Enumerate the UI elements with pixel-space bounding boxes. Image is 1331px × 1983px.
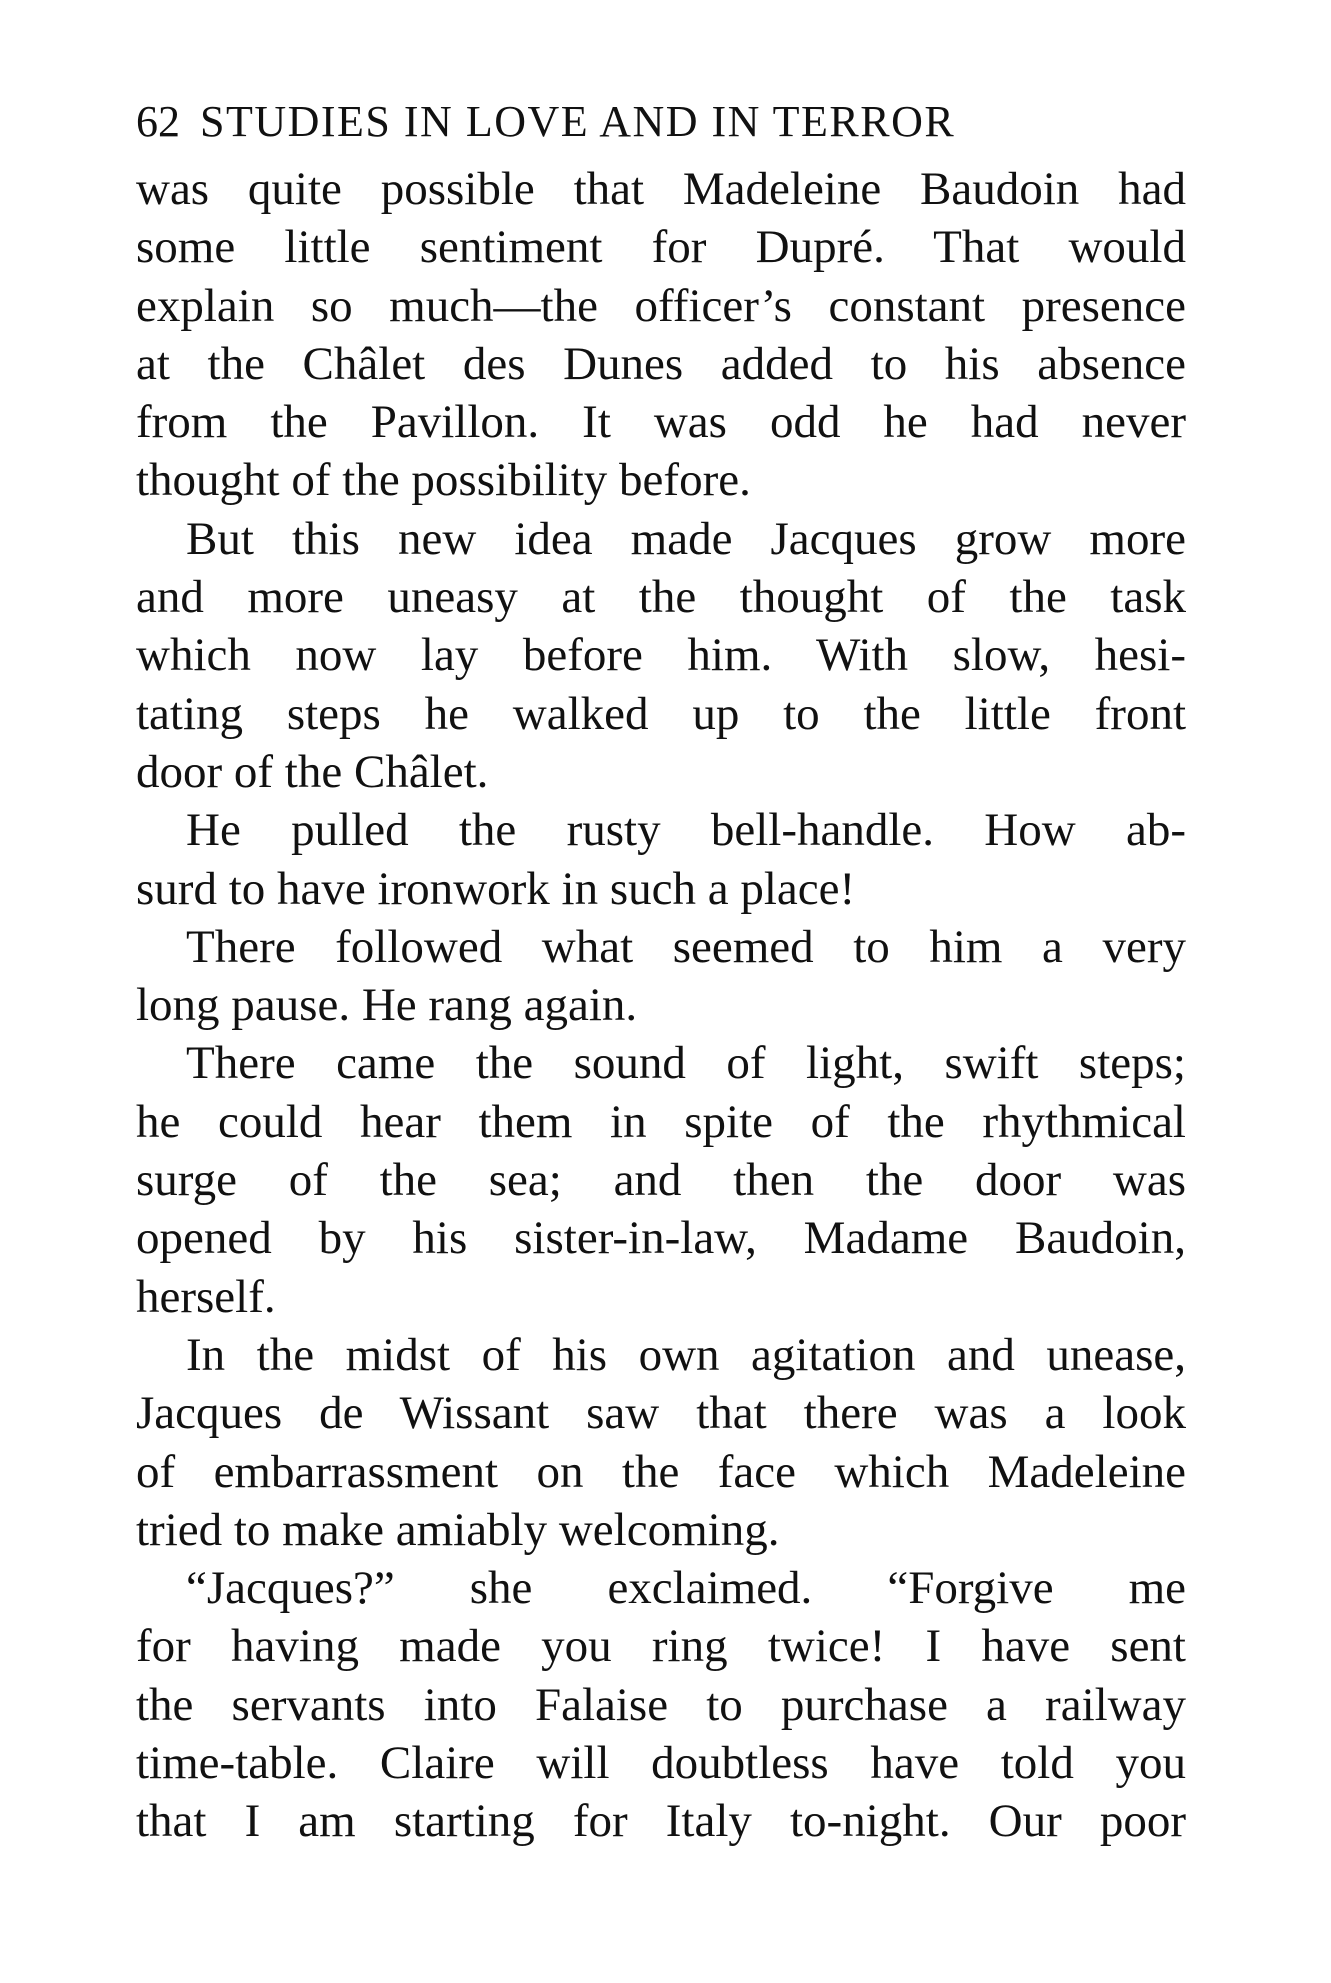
text-line: “Jacques?” she exclaimed. “Forgive me xyxy=(186,1562,1186,1615)
text-line: In the midst of his own agitation and unease, xyxy=(186,1328,1186,1381)
text-line: from the Pavillon. It was odd he had never xyxy=(136,396,1186,449)
text-line: at the Châlet des Dunes added to his absence xyxy=(136,337,1186,390)
text-line: the servants into Falaise to purchase a railway xyxy=(136,1678,1186,1731)
text-line: long pause. He rang again. xyxy=(136,979,638,1032)
text-line: he could hear them in spite of the rhythmical xyxy=(136,1095,1186,1148)
text-line: surd to have ironwork in such a place! xyxy=(136,862,856,915)
running-title: STUDIES IN LOVE AND IN TERROR xyxy=(200,97,956,146)
text-line: herself. xyxy=(136,1270,276,1323)
text-line: There followed what seemed to him a very xyxy=(186,920,1186,973)
text-line: surge of the sea; and then the door was xyxy=(136,1154,1186,1207)
text-line: opened by his sister-in-law, Madame Baudoin, xyxy=(136,1212,1186,1265)
text-line: was quite possible that Madeleine Baudoin had xyxy=(136,163,1186,215)
text-line: tried to make amiably welcoming. xyxy=(136,1503,780,1556)
body-text xyxy=(136,160,1186,1851)
page-number: 62 xyxy=(136,97,180,146)
text-line: There came the sound of light, swift steps; xyxy=(186,1037,1186,1090)
text-line: some little sentiment for Dupré. That would xyxy=(136,221,1186,274)
page-header xyxy=(136,92,1186,152)
text-line: But this new idea made Jacques grow more xyxy=(186,512,1186,565)
text-line: and more uneasy at the thought of the task xyxy=(136,571,1186,624)
text-line: tating steps he walked up to the little front xyxy=(136,687,1186,740)
text-line: for having made you ring twice! I have sent xyxy=(136,1620,1186,1673)
text-line: which now lay before him. With slow, hesi- xyxy=(136,629,1186,682)
text-line: explain so much—the officer’s constant presence xyxy=(136,279,1186,332)
text-line: He pulled the rusty bell-handle. How ab- xyxy=(186,804,1186,857)
text-line: of embarrassment on the face which Madeleine xyxy=(136,1445,1186,1498)
text-line: time-table. Claire will doubtless have told you xyxy=(136,1737,1186,1790)
text-line: thought of the possibility before. xyxy=(136,454,751,507)
text-line: door of the Châlet. xyxy=(136,745,489,798)
text-line: Jacques de Wissant saw that there was a look xyxy=(136,1387,1186,1440)
text-line: that I am starting for Italy to-night. Our poor xyxy=(136,1795,1186,1848)
